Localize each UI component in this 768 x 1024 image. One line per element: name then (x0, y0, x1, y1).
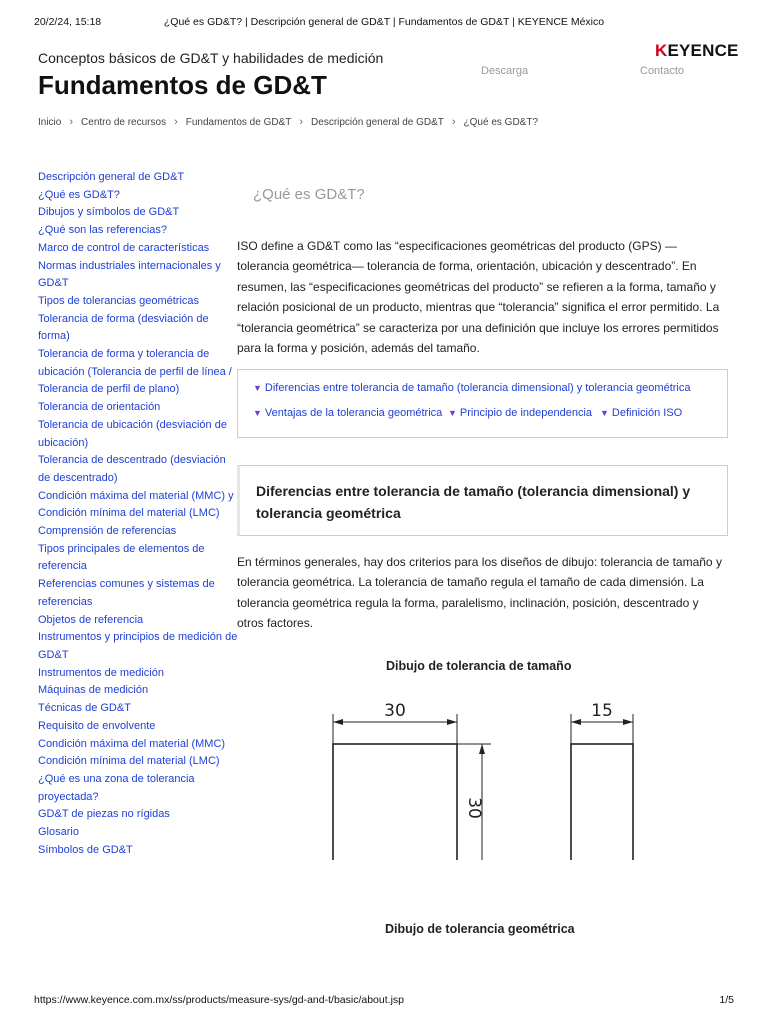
sidebar-item-international-standards[interactable]: Normas industriales internacionales y GD&T (38, 259, 221, 290)
sidebar-item-location-tolerance[interactable]: Tolerancia de ubicación (desviación de ubicación) (38, 418, 227, 449)
chevron-right-icon: › (451, 116, 456, 128)
sidebar-item-measuring-instruments[interactable]: Instrumentos de medición (38, 666, 164, 679)
sidebar-item-envelope-requirement[interactable]: Requisito de envolvente (38, 719, 156, 732)
triangle-down-icon: ▼ (448, 408, 457, 418)
sidebar-item-runout-tolerance[interactable]: Tolerancia de descentrado (desviación de descentrado) (38, 454, 226, 484)
sidebar-item-non-rigid-parts[interactable]: GD&T de piezas no rígidas (38, 808, 170, 821)
sidebar-item-datum-targets[interactable]: Objetos de referencia (38, 613, 144, 626)
sidebar-item-feature-control-frame[interactable]: Marco de control de características (38, 241, 210, 254)
rect-part (571, 744, 633, 860)
size-tolerance-drawing (305, 700, 645, 860)
section-title: ¿Qué es GD&T? (253, 186, 365, 203)
breadcrumb-item-home[interactable]: Inicio (38, 116, 62, 128)
triangle-down-icon: ▼ (253, 383, 262, 393)
sidebar-item-datums[interactable]: ¿Qué son las referencias? (38, 224, 168, 237)
print-header (34, 16, 734, 30)
sidebar-item-orientation-tolerance[interactable]: Tolerancia de orientación (38, 401, 161, 414)
sidebar-item-tolerance-types[interactable]: Tipos de tolerancias geométricas (38, 294, 200, 307)
breadcrumb-item-resources[interactable]: Centro de recursos (81, 116, 167, 128)
print-url: https://www.keyence.com.mx/ss/products/measure-sys/gd-and-t/basic/about.jsp (34, 994, 404, 1006)
print-doc-title: ¿Qué es GD&T? | Descripción general de GD&T | Fundamentos de GD&T | KEYENCE México (163, 16, 605, 28)
sidebar-nav (38, 169, 238, 859)
chevron-right-icon: › (299, 116, 304, 128)
dimension-label-height: 30 (464, 797, 484, 819)
nav-contact-link[interactable]: Contacto (640, 65, 685, 77)
print-datetime: 20/2/24, 15:18 (34, 16, 102, 28)
chevron-right-icon: › (174, 116, 178, 128)
section-heading-box (237, 465, 728, 536)
sidebar-item-mmc[interactable]: Condición máxima del material (MMC) (38, 737, 226, 750)
sidebar-item-lmc[interactable]: Condición mínima del material (LMC) (38, 755, 220, 768)
sidebar-item-drawings-symbols[interactable]: Dibujos y símbolos de GD&T (38, 206, 180, 219)
toc-link-advantages[interactable] (253, 407, 442, 419)
sidebar-item-projected-tolerance-zone[interactable]: ¿Qué es una zona de tolerancia proyectada? (38, 772, 195, 803)
sidebar-item-what-is-gdt[interactable]: ¿Qué es GD&T? (38, 188, 120, 201)
intro-paragraph: ISO define a GD&T como las “especificaciones geométricas del producto (GPS) — tolerancia geométrica— tolerancia de forma, orientación, ubicación y descentrado”. En resumen, las “especificaciones geométricas del producto” se refieren a la forma, tamaño y relación posicional de un producto, mientras que “tolerancia” significa el error permitido. La “tolerancia geométrica” se caracteriza por una definición que incluye los errores permitidos para la forma y posición, además del tamaño. (237, 239, 720, 356)
breadcrumb-item-gdt-basics[interactable]: Fundamentos de GD&T (185, 116, 292, 128)
triangle-down-icon: ▼ (253, 408, 262, 418)
sidebar-item-common-datums[interactable]: Referencias comunes y sistemas de referencias (38, 578, 215, 608)
sidebar-item-mmc-lmc[interactable]: Condición máxima del material (MMC) y Condición mínima del material (LMC) (38, 489, 234, 520)
section-body: En términos generales, hay dos criterios para los diseños de dibujo: tolerancia de tamaño y tolerancia geométrica. La tolerancia de tamaño regula el tamaño de cada dimensión. La tolerancia geométrica regula la forma, paralelismo, inclinación, posición, descentrado y otros factores. (237, 555, 722, 631)
dimension-label-rect-width: 15 (591, 701, 613, 721)
nav-download-link[interactable]: Descarga (481, 65, 529, 77)
sidebar-item-glossary[interactable]: Glosario (38, 826, 79, 839)
sidebar-item-datum-feature-types[interactable]: Tipos principales de elementos de referencia (38, 542, 205, 573)
breadcrumb-item-current: ¿Qué es GD&T? (463, 116, 539, 128)
toc-link-label: Ventajas de la tolerancia geométrica (264, 407, 443, 419)
section-heading: Diferencias entre tolerancia de tamaño (tolerancia dimensional) y tolerancia geométrica (256, 483, 691, 521)
breadcrumb-item-overview[interactable]: Descripción general de GD&T (311, 116, 444, 128)
dimension-label-width: 30 (384, 701, 406, 721)
triangle-down-icon: ▼ (600, 408, 609, 418)
sidebar-item-gdt-techniques[interactable]: Técnicas de GD&T (38, 702, 131, 715)
print-footer (34, 994, 734, 1008)
sidebar-item-profile-tolerance[interactable]: Tolerancia de forma y tolerancia de ubicación (Tolerancia de perfil de línea / Tolerancia de perfil de plano) (38, 348, 232, 396)
figure-title-geometric-tolerance: Dibujo de tolerancia geométrica (385, 922, 575, 936)
toc-link-size-vs-geometric[interactable] (253, 382, 690, 394)
table-of-contents (237, 369, 728, 438)
sidebar-item-measuring-machines[interactable]: Máquinas de medición (38, 684, 149, 697)
breadcrumb (38, 116, 538, 128)
site-subtitle: Conceptos básicos de GD&T y habilidades de medición (38, 50, 384, 66)
sidebar-item-form-tolerance[interactable]: Tolerancia de forma (desviación de forma) (38, 312, 209, 343)
sidebar-item-measurement-principles[interactable]: Instrumentos y principios de medición de GD&T (38, 631, 238, 661)
toc-link-independence[interactable] (448, 407, 592, 419)
chevron-right-icon: › (69, 116, 74, 128)
page-title: Fundamentos de GD&T (38, 70, 327, 100)
page-number: 1/5 (719, 994, 734, 1006)
sidebar-item-understanding-datums[interactable]: Comprensión de referencias (38, 525, 177, 538)
figure-title-size-tolerance: Dibujo de tolerancia de tamaño (386, 659, 572, 673)
toc-link-iso-definition[interactable] (600, 407, 682, 419)
keyence-logo[interactable] (655, 41, 739, 61)
square-part (333, 744, 457, 860)
sidebar-item-gdt-symbols[interactable]: Símbolos de GD&T (38, 843, 133, 856)
toc-link-label: Definición ISO (611, 407, 683, 419)
toc-link-label: Diferencias entre tolerancia de tamaño (tolerancia dimensional) y tolerancia geométrica (264, 382, 691, 394)
logo-k: K (655, 41, 668, 60)
logo-text: EYENCE (667, 41, 739, 60)
sidebar-item-overview[interactable]: Descripción general de GD&T (38, 171, 185, 183)
toc-link-label: Principio de independencia (459, 407, 593, 419)
